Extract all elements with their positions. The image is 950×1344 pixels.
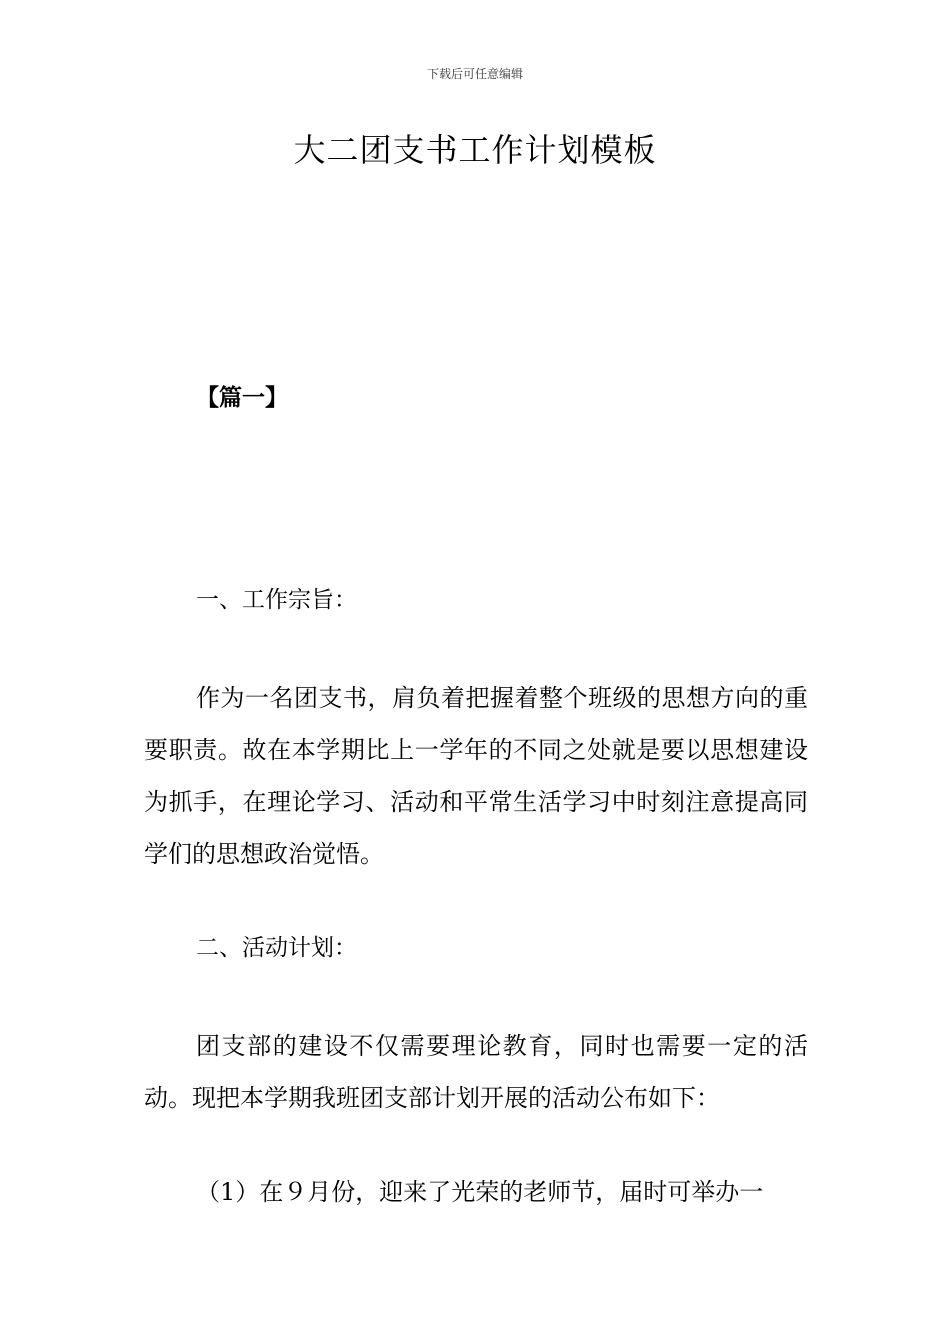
header-note: 下载后可任意编辑	[426, 67, 523, 81]
paragraph-activity-plan: 团支部的建设不仅需要理论教育，同时也需要一定的活动。现把本学期我班团支部计划开展的活动公布如下：	[144, 1032, 808, 1112]
heading-activity-plan: 二、活动计划：	[196, 935, 357, 961]
section-tag: 【篇一】	[196, 385, 288, 411]
list-item-september: （1）在９月份，迎来了光荣的老师节，届时可举办一	[196, 1178, 764, 1206]
heading-work-purpose: 一、工作宗旨：	[196, 587, 357, 613]
document-title: 大二团支书工作计划模板	[293, 131, 657, 169]
paragraph-work-purpose: 作为一名团支书，肩负着把握着整个班级的思想方向的重要职责。故在本学期比上一学年的不同之处就是要以思想建设为抓手，在理论学习、活动和平常生活学习中时刻注意提高同学们的思想政治觉悟。	[144, 684, 808, 868]
